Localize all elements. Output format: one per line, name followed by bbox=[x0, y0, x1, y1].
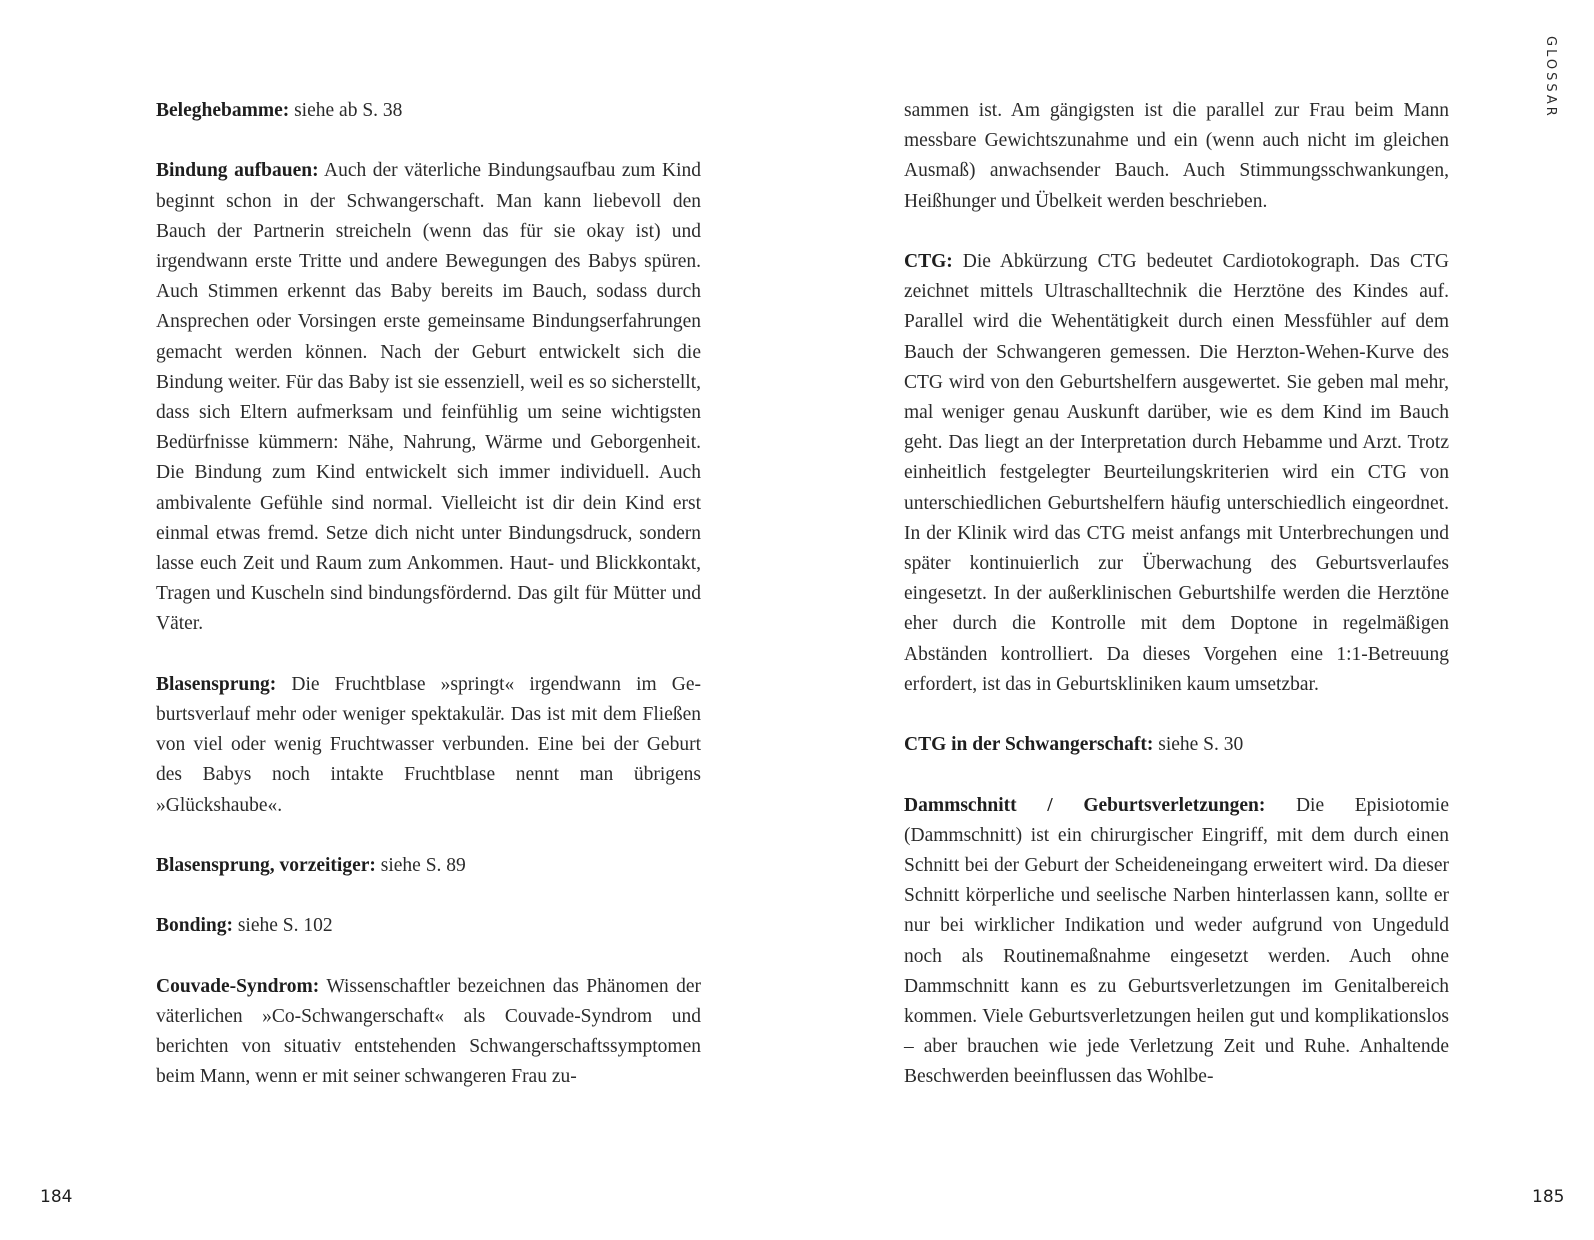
entry-term: CTG: bbox=[904, 251, 953, 272]
entry-text: siehe S. 102 bbox=[232, 915, 333, 937]
glossary-entry-ctg bbox=[904, 247, 1449, 700]
entry-term: Couvade-Syndrom: bbox=[156, 975, 320, 997]
glossary-entry-blasensprung bbox=[156, 670, 701, 821]
page-number-left: 184 bbox=[40, 1187, 73, 1207]
entry-term: CTG in der Schwangerschaft: bbox=[904, 734, 1154, 756]
page-number-right: 185 bbox=[1532, 1187, 1565, 1207]
entry-text: siehe S. 30 bbox=[1153, 734, 1244, 756]
side-label: GLOSSAR bbox=[1543, 36, 1558, 119]
entry-term: Blasensprung, vorzeitiger: bbox=[156, 855, 376, 877]
entry-term: Dammschnitt / Geburtsverletzungen: bbox=[904, 794, 1266, 816]
entry-text: Die Episiotomie (Dammschnitt) ist ein chirurgischer Eingriff, mit dem durch einen Schnitt bei der Geburt der Scheideneingang erweitert wird. Da dieser Schnitt körperliche und seelische Narben hinterlassen kann, sollte er nur bei wirklicher Indikation und weder aufgrund von Ungeduld noch als Routinemaßnahme eingesetzt werden. Auch ohne Dammschnitt kann es zu Geburtsverletzungen im Genitalbereich kommen. Viele Geburtsverletzungen heilen gut und komplikationslos – aber brauchen wie jede Verletzung Zeit und Ruhe. Anhaltende Beschwerden beeinflussen das Wohlbe- bbox=[904, 794, 1450, 1088]
entry-text: Auch der väterliche Bindungsaufbau zum Kind beginnt schon in der Schwangerschaft. Man kann liebevoll den Bauch der Partnerin streicheln (wenn das für sie okay ist) und irgendwann erste Tritte und andere Bewegungen des Babys spüren. Auch Stimmen erkennt das Baby bereits im Bauch, sodass durch Ansprechen oder Vorsingen erste gemeinsame Bindungserfahrungen gemacht werden können. Nach der Geburt entwickelt sich die Bindung weiter. Für das Baby ist sie essenziell, weil es so sicherstellt, dass sich Eltern aufmerksam und feinfühlig um seine wichtigsten Bedürfnisse kümmern: Nähe, Nahrung, Wärme und Geborgenheit. Die Bindung zum Kind entwickelt sich immer individuell. Auch ambivalente Gefühle sind normal. Vielleicht ist dir dein Kind erst einmal etwas fremd. Setze dich nicht unter Bindungsdruck, sondern lasse euch Zeit und Raum zum Ankommen. Haut- und Blickkontakt, Tragen und Kuscheln sind bindungsfördernd. Das gilt für Mütter und Väter. bbox=[156, 160, 701, 635]
glossary-entry-dammschnitt bbox=[904, 791, 1449, 1093]
entry-text: siehe ab S. 38 bbox=[289, 100, 403, 121]
entry-term: Bonding: bbox=[156, 915, 233, 937]
entry-text: sammen ist. Am gängigsten ist die parallel zur Frau beim Mann messbare Gewichtszunahme und ein (wenn auch nicht im gleichen Ausmaß) anwachsender Bauch. Auch Stimmungsschwankungen, Heißhunger und Übelkeit werden beschrieben. bbox=[904, 100, 1449, 212]
entry-text: Die Abkürzung CTG bedeutet Cardiotokograph. Das CTG zeichnet mittels Ultraschalltechnik die Herztöne des Kindes auf. Parallel wird die Wehentätigkeit durch einen Messfühler auf dem Bauch der Schwangeren gemessen. Die Herzton-Wehen-Kurve des CTG wird von den Geburtshelfern ausgewertet. Sie geben mal mehr, mal weniger genau Auskunft darüber, wie es dem Kind im Bauch geht. Das liegt an der Interpretation durch Hebamme und Arzt. Trotz einheitlich festgelegter Beurteilungskriterien wird ein CTG von unterschiedlichen Geburtshelfern häufig unterschiedlich eingeordnet. In der Klinik wird das CTG meist anfangs mit Unterbrechungen und später kontinuierlich zur Überwachung des Geburtsverlaufes eingesetzt. In der außerklinischen Geburtshilfe werden die Herztöne eher durch die Kontrolle mit dem Doptone in regelmäßigen Abständen kontrolliert. Da dieses Vorgehen eine 1:1-Betreuung erfordert, ist das in Geburtskliniken kaum umsetzbar. bbox=[904, 251, 1449, 695]
entry-text: siehe S. 89 bbox=[375, 855, 466, 877]
entry-term: Bindung aufbauen: bbox=[156, 160, 319, 182]
right-column bbox=[904, 96, 1449, 1123]
glossary-entry-beleghebamme bbox=[156, 96, 701, 126]
glossary-entry-couvade-syndrom bbox=[156, 972, 701, 1093]
entry-term: Blasensprung: bbox=[156, 673, 277, 695]
entry-text: Wissenschaftler bezeichnen das Phänomen der väterlichen »Co-Schwangerschaft« als Couvade-Syndrom und berichten von situativ entstehenden Schwangerschaftssymptomen beim Mann, wenn er mit seiner schwangeren Frau zu- bbox=[156, 975, 701, 1088]
left-column bbox=[156, 96, 701, 1123]
glossary-entry-bindung-aufbauen bbox=[156, 156, 701, 639]
glossary-entry-blasensprung-vorzeitiger bbox=[156, 851, 701, 881]
glossary-entry-couvade-continued bbox=[904, 96, 1449, 217]
glossary-entry-bonding bbox=[156, 911, 701, 941]
entry-text: Die Fruchtblase »springt« irgendwann im Geburtsverlauf mehr oder weniger spektakulär. Das ist mit dem Fließen von viel oder wenig Fruchtwasser verbunden. Eine bei der Geburt des Babys noch intakte Fruchtblase nennt man übrigens »Glückshaube«. bbox=[156, 673, 701, 816]
glossary-entry-ctg-schwangerschaft bbox=[904, 730, 1449, 760]
entry-term: Beleghebamme: bbox=[156, 100, 290, 121]
